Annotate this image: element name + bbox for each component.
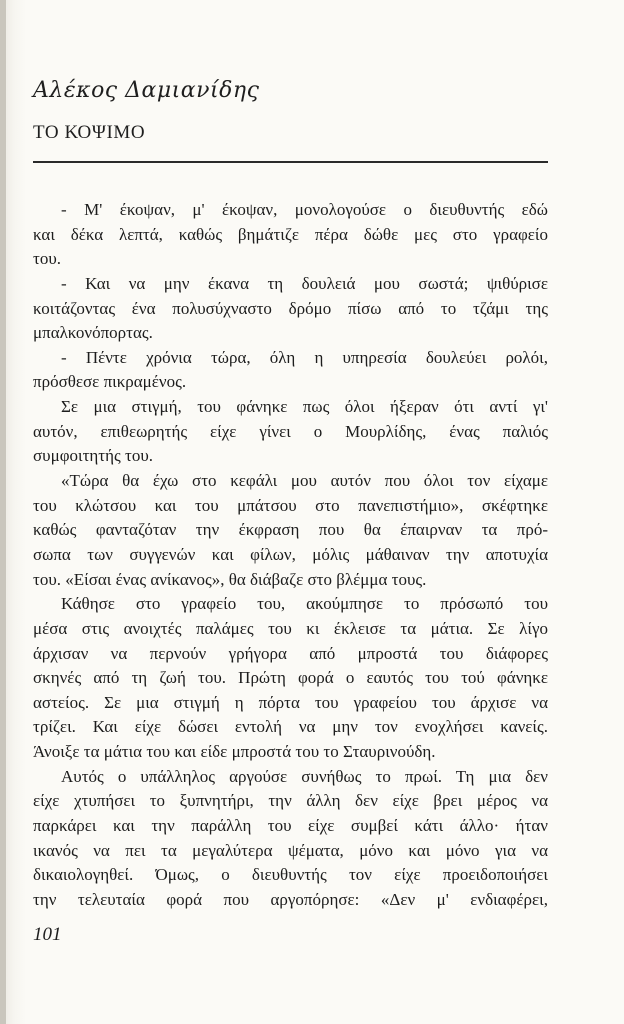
text-line: μπαλκονόπορτας. — [33, 323, 153, 343]
text-line: παρκάρει και την παράλλη του είχε συμβεί κάτι άλλο· ήταν — [33, 816, 548, 836]
text-line: Αυτός ο υπάλληλος αργούσε συνήθως το πρωί. Τη μια δεν — [61, 766, 548, 786]
page-number: 101 — [33, 924, 62, 945]
text-line: σωπα των συγγενών και φίλων, μόλις μάθαιναν την αποτυχία — [33, 544, 548, 564]
text-line: καθώς φανταζόταν την έκφραση που θα έπαιρναν τα πρό- — [33, 520, 548, 540]
text-line: του. — [33, 249, 61, 269]
text-line: - Πέντε χρόνια τώρα, όλη η υπηρεσία δουλεύει ρολόι, — [61, 347, 548, 367]
text-line: πρόσθεσε πικραμένος. — [33, 372, 187, 392]
text-line: και δέκα λεπτά, καθώς βημάτιζε πέρα δώθε μες στο γραφείο — [33, 224, 548, 244]
text-line: Σε μια στιγμή, του φάνηκε πως όλοι ήξεραν ότι αντί γι' — [61, 397, 548, 417]
text-line: συμφοιτητής του. — [33, 446, 154, 466]
text-line: Άνοιξε τα μάτια του και είδε μπροστά του το Σταυρινούδη. — [33, 742, 436, 762]
author-name: Αλέκος Δαμιανίδης — [33, 78, 260, 103]
text-line: την τελευταία φορά που αργοπόρησε: «Δεν μ' ενδιαφέρει, — [33, 889, 548, 909]
binding-shadow — [0, 0, 6, 1024]
story-title: ΤΟ ΚΟΨΙΜΟ — [33, 122, 146, 143]
text-line: του. «Είσαι ένας ανίκανος», θα διάβαζε στο βλέμμα τους. — [33, 569, 427, 589]
text-line: «Τώρα θα έχω στο κεφάλι μου αυτόν που όλοι τον είχαμε — [61, 471, 548, 491]
text-line: μέσα στις ανοιχτές παλάμες του κι έκλεισε τα μάτια. Σε λίγο — [33, 618, 548, 638]
title-divider — [33, 161, 548, 163]
story-body — [33, 198, 548, 913]
text-line: - Μ' έκοψαν, μ' έκοψαν, μονολογούσε ο διευθυντής εδώ — [61, 200, 548, 219]
text-line: σκηνές από τη ζωή του. Πρώτη φορά ο εαυτός του τού φάνηκε — [33, 668, 548, 688]
text-line: κοιτάζοντας ένα πολυσύχναστο δρόμο πίσω από το τζάμι της — [33, 298, 548, 318]
text-line: του κλώτσου και του μπάτσου στο πανεπιστήμιο», σκέφτηκε — [33, 495, 548, 515]
text-line: αυτόν, επιθεωρητής είχε γίνει ο Μουρλίδης, ένας παλιός — [33, 421, 548, 441]
text-line: τρίζει. Και είχε δώσει εντολή να μην τον ενοχλήσει κανείς. — [33, 717, 548, 737]
text-line: - Και να μην έκανα τη δουλειά μου σωστά; ψιθύρισε — [61, 273, 548, 293]
text-line: δικαιολογηθεί. Όμως, ο διευθυντής τον είχε προειδοποιήσει — [33, 865, 548, 885]
text-line: ικανός να πει τα μεγαλύτερα ψέματα, μόνο και μόνο για να — [33, 840, 548, 860]
text-line: είχε χτυπήσει το ξυπνητήρι, την άλλη δεν είχε βρει μέρος να — [33, 791, 548, 811]
text-line: Κάθησε στο γραφείο του, ακούμπησε το πρόσωπό του — [61, 594, 548, 614]
text-line: άρχισαν να περνούν γρήγορα από μπροστά του διάφορες — [33, 643, 548, 663]
text-line: αστείος. Σε μια στιγμή η πόρτα του γραφείου του άρχισε να — [33, 692, 548, 712]
